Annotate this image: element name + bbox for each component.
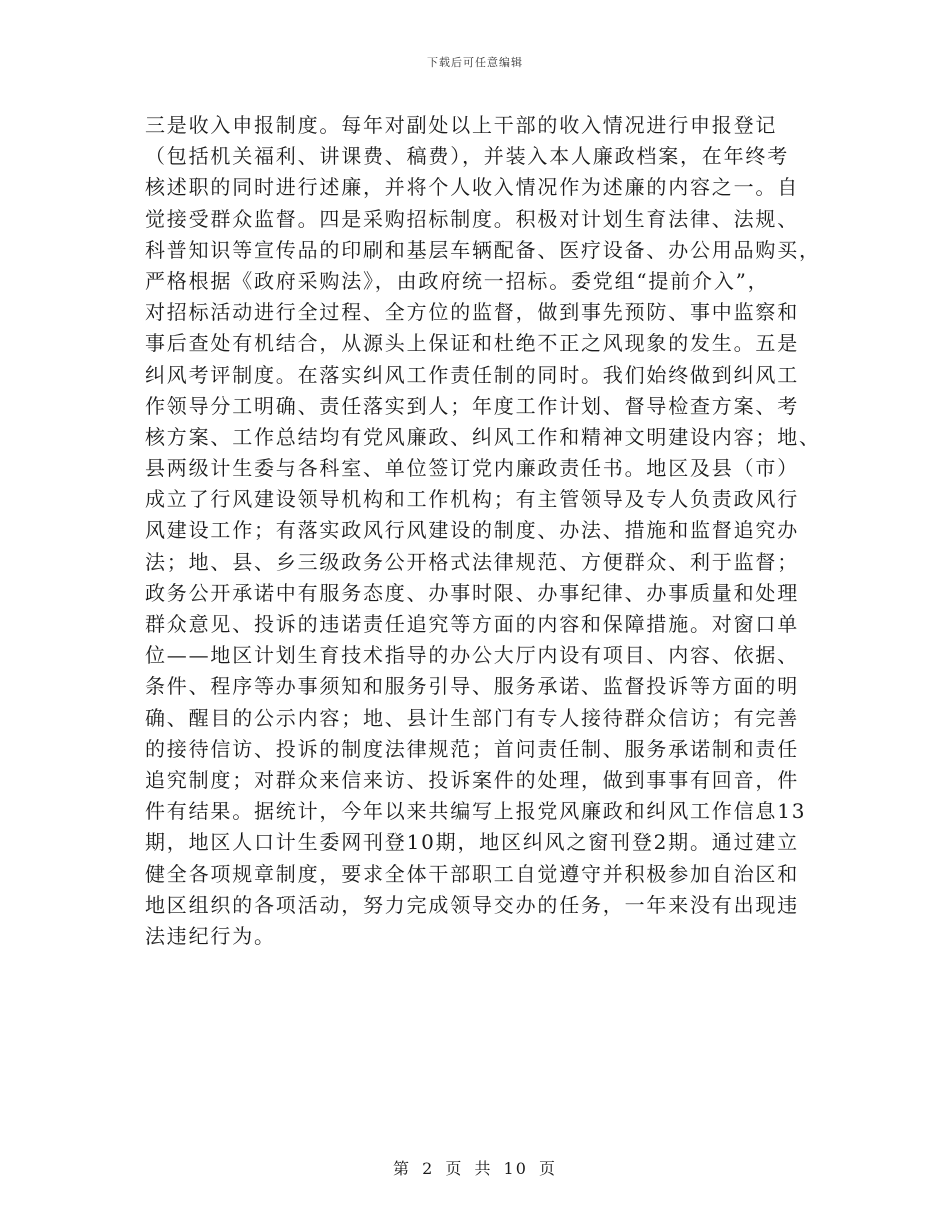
body-line: 风建设工作；有落实政风行风建设的制度、办法、措施和监督追究办	[145, 518, 799, 543]
body-line: 觉接受群众监督。四是采购招标制度。积极对计划生育法律、法规、	[145, 206, 799, 231]
body-line: 期，地区人口计生委网刊登10期，地区纠风之窗刊登2期。通过建立	[145, 830, 799, 855]
body-line: 核述职的同时进行述廉，并将个人收入情况作为述廉的内容之一。自	[145, 175, 799, 200]
body-line: 三是收入申报制度。每年对副处以上干部的收入情况进行申报登记	[145, 113, 778, 137]
body-line: 科普知识等宣传品的印刷和基层车辆配备、医疗设备、办公用品购买，	[145, 237, 821, 262]
page-header: 下载后可任意编辑	[427, 56, 523, 69]
document-body	[145, 110, 821, 952]
body-line: 件有结果。据统计，今年以来共编写上报党风廉政和纠风工作信息13	[145, 799, 807, 824]
body-line: 事后查处有机结合，从源头上保证和杜绝不正之风现象的发生。五是	[145, 331, 799, 356]
body-line: 条件、程序等办事须知和服务引导、服务承诺、监督投诉等方面的明	[145, 674, 799, 699]
body-line: 核方案、工作总结均有党风廉政、纠风工作和精神文明建设内容；地、	[145, 424, 821, 449]
body-line: 地区组织的各项活动，努力完成领导交办的任务，一年来没有出现违	[145, 892, 799, 917]
body-line: 确、醒目的公示内容；地、县计生部门有专人接待群众信访；有完善	[145, 705, 799, 730]
body-line: 位——地区计划生育技术指导的办公大厅内设有项目、内容、依据、	[145, 643, 799, 668]
body-line: 健全各项规章制度，要求全体干部职工自觉遵守并积极参加自治区和	[145, 861, 799, 886]
body-line: 追究制度；对群众来信来访、投诉案件的处理，做到事事有回音，件	[145, 767, 799, 792]
body-line: 对招标活动进行全过程、全方位的监督，做到事先预防、事中监察和	[145, 300, 799, 325]
body-line: 成立了行风建设领导机构和工作机构；有主管领导及专人负责政风行	[145, 487, 799, 512]
body-line: 法；地、县、乡三级政务公开格式法律规范、方便群众、利于监督；	[145, 549, 799, 574]
body-line: 严格根据《政府采购法》，由政府统一招标。委党组“提前介入”，	[145, 268, 770, 293]
body-line: 作领导分工明确、责任落实到人；年度工作计划、督导检查方案、考	[145, 393, 799, 418]
body-line: 政务公开承诺中有服务态度、办事时限、办事纪律、办事质量和处理	[145, 580, 799, 605]
body-line: 的接待信访、投诉的制度法律规范；首问责任制、服务承诺制和责任	[145, 736, 799, 761]
body-line: （包括机关福利、讲课费、稿费），并装入本人廉政档案，在年终考	[145, 144, 789, 169]
body-line: 法违纪行为。	[145, 923, 276, 948]
body-line: 纠风考评制度。在落实纠风工作责任制的同时。我们始终做到纠风工	[145, 362, 799, 387]
page-footer: 第 2 页 共 10 页	[393, 1159, 557, 1178]
body-line: 县两级计生委与各科室、单位签订党内廉政责任书。地区及县（市）	[145, 456, 799, 481]
body-line: 群众意见、投诉的违诺责任追究等方面的内容和保障措施。对窗口单	[145, 612, 799, 636]
